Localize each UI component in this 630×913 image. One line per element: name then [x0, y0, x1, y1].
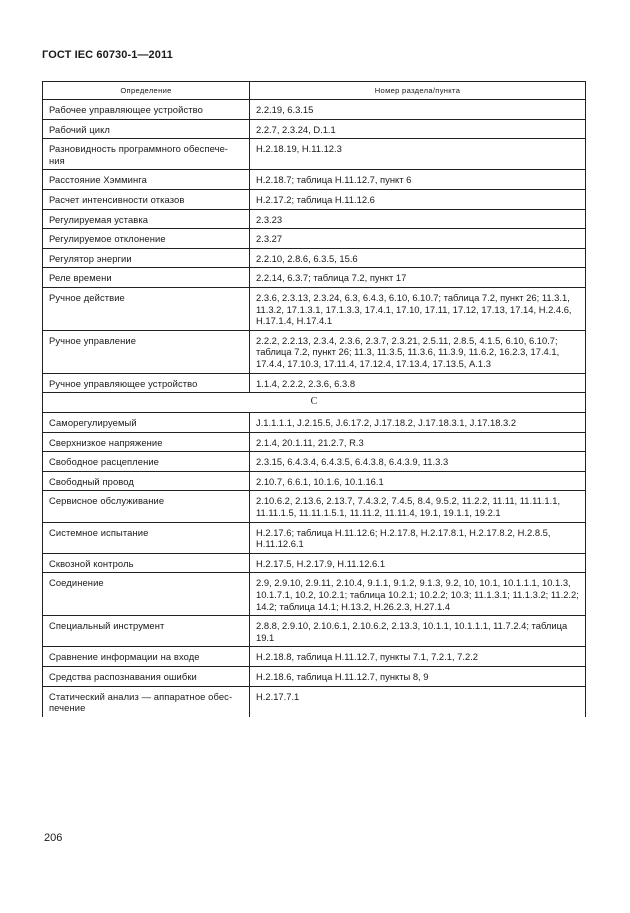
column-header-section: Номер раздела/пункта — [250, 82, 586, 100]
table-row — [43, 522, 586, 553]
term-cell: Расстояние Хэмминга — [43, 170, 250, 190]
refs-cell: 2.9, 2.9.10, 2.9.11, 2.10.4, 9.1.1, 9.1.2, 9.1.3, 9.2, 10, 10.1, 10.1.1.1, 10.1.3, 10.1.7.1, 10.2, 10.2.1; таблица 10.2.1; 10.2.2; 10.3; 11.1.3.1; 11.1.3.2; 11.2.2; 14.2; таблица 14.1; H.13.2, H.26.2.3, H.27.1.4 — [250, 573, 586, 616]
term-cell: Ручное управление — [43, 330, 250, 373]
refs-cell: 2.2.7, 2.3.24, D.1.1 — [250, 119, 586, 139]
index-table — [42, 81, 586, 717]
term-cell: Сервисное обслуживание — [43, 491, 250, 522]
refs-cell: 2.3.23 — [250, 209, 586, 229]
table-row — [43, 491, 586, 522]
table-row — [43, 667, 586, 687]
table-row — [43, 413, 586, 433]
refs-cell: H.2.18.8, таблица H.11.12.7, пункты 7.1, 7.2.1, 7.2.2 — [250, 647, 586, 667]
term-cell: Рабочий цикл — [43, 119, 250, 139]
document-header: ГОСТ IEC 60730-1—2011 — [42, 49, 173, 61]
term-cell: Реле времени — [43, 268, 250, 288]
refs-cell: 2.2.19, 6.3.15 — [250, 100, 586, 120]
table-row — [43, 139, 586, 170]
section-letter: С — [43, 393, 586, 413]
term-cell: Разновидность программного обеспече-ния — [43, 139, 250, 170]
refs-cell: H.2.18.19, H.11.12.3 — [250, 139, 586, 170]
refs-cell: 2.8.8, 2.9.10, 2.10.6.1, 2.10.6.2, 2.13.3, 10.1.1, 10.1.1.1, 11.7.2.4; таблица 19.1 — [250, 616, 586, 647]
table-row — [43, 119, 586, 139]
table-row — [43, 373, 586, 393]
term-cell: Рабочее управляющее устройство — [43, 100, 250, 120]
term-cell: Специальный инструмент — [43, 616, 250, 647]
term-cell: Расчет интенсивности отказов — [43, 189, 250, 209]
table-row — [43, 616, 586, 647]
table-row — [43, 573, 586, 616]
refs-cell: 2.3.15, 6.4.3.4, 6.4.3.5, 6.4.3.8, 6.4.3.9, 11.3.3 — [250, 452, 586, 472]
refs-cell: J.1.1.1.1, J.2.15.5, J.6.17.2, J.17.18.2, J.17.18.3.1, J.17.18.3.2 — [250, 413, 586, 433]
table-row — [43, 268, 586, 288]
table-row — [43, 452, 586, 472]
table-row — [43, 209, 586, 229]
refs-cell: 2.3.6, 2.3.13, 2.3.24, 6.3, 6.4.3, 6.10, 6.10.7; таблица 7.2, пункт 26; 11.3.1, 11.3.2, 17.1.3.1, 17.1.3.3, 17.4.1, 17.10, 17.11, 17.12, 17.13, 17.14, H.2.4.6, H.17.1.4, H.17.4.1 — [250, 287, 586, 330]
table-row — [43, 686, 586, 717]
table-row — [43, 471, 586, 491]
term-cell: Сверхнизкое напряжение — [43, 432, 250, 452]
table-row — [43, 229, 586, 249]
table-row — [43, 553, 586, 573]
term-cell: Статический анализ — аппаратное обес-печение — [43, 686, 250, 717]
table-row — [43, 432, 586, 452]
term-cell: Сравнение информации на входе — [43, 647, 250, 667]
refs-cell: 2.2.10, 2.8.6, 6.3.5, 15.6 — [250, 248, 586, 268]
refs-cell: 2.1.4, 20.1.11, 21.2.7, R.3 — [250, 432, 586, 452]
refs-cell: 1.1.4, 2.2.2, 2.3.6, 6.3.8 — [250, 373, 586, 393]
term-cell: Саморегулируемый — [43, 413, 250, 433]
refs-cell: H.2.18.6, таблица H.11.12.7, пункты 8, 9 — [250, 667, 586, 687]
table-row — [43, 330, 586, 373]
refs-cell: H.2.18.7; таблица H.11.12.7, пункт 6 — [250, 170, 586, 190]
refs-cell: H.2.17.2; таблица H.11.12.6 — [250, 189, 586, 209]
term-cell: Ручное действие — [43, 287, 250, 330]
term-cell: Свободное расцепление — [43, 452, 250, 472]
term-cell: Сквозной контроль — [43, 553, 250, 573]
table-row — [43, 100, 586, 120]
term-cell: Ручное управляющее устройство — [43, 373, 250, 393]
refs-cell: H.2.17.5, H.2.17.9, H.11.12.6.1 — [250, 553, 586, 573]
table-row — [43, 170, 586, 190]
refs-cell: 2.2.14, 6.3.7; таблица 7.2, пункт 17 — [250, 268, 586, 288]
term-cell: Средства распознавания ошибки — [43, 667, 250, 687]
refs-cell: 2.2.2, 2.2.13, 2.3.4, 2.3.6, 2.3.7, 2.3.21, 2.5.11, 2.8.5, 4.1.5, 6.10, 6.10.7; таблица 7.2, пункт 26; 11.3, 11.3.5, 11.3.6, 11.3.9, 11.6.2, 16.2.3, 17.4.1, 17.4.4, 17.10.3, 17.11.4, 17.12.4, 17.13.4, 17.13.5, A.1.3 — [250, 330, 586, 373]
page-number: 206 — [44, 832, 63, 844]
term-cell: Соединение — [43, 573, 250, 616]
section-letter-row — [43, 393, 586, 413]
refs-cell: 2.10.6.2, 2.13.6, 2.13.7, 7.4.3.2, 7.4.5, 8.4, 9.5.2, 11.2.2, 11.11, 11.11.1.1, 11.11.1.5, 11.11.1.5.1, 11.11.2, 11.11.4, 19.1, 19.1.1, 19.2.1 — [250, 491, 586, 522]
term-cell: Регулируемая уставка — [43, 209, 250, 229]
refs-cell: H.2.17.6; таблица H.11.12.6; H.2.17.8, H.2.17.8.1, H.2.17.8.2, H.2.8.5, H.11.12.6.1 — [250, 522, 586, 553]
refs-cell: 2.3.27 — [250, 229, 586, 249]
term-cell: Системное испытание — [43, 522, 250, 553]
refs-cell: H.2.17.7.1 — [250, 686, 586, 717]
table-row — [43, 647, 586, 667]
refs-cell: 2.10.7, 6.6.1, 10.1.6, 10.1.16.1 — [250, 471, 586, 491]
term-cell: Свободный провод — [43, 471, 250, 491]
table-header-row — [43, 82, 586, 100]
term-cell: Регулируемое отклонение — [43, 229, 250, 249]
table-row — [43, 248, 586, 268]
table-row — [43, 189, 586, 209]
term-cell: Регулятор энергии — [43, 248, 250, 268]
table-row — [43, 287, 586, 330]
column-header-definition: Определение — [43, 82, 250, 100]
